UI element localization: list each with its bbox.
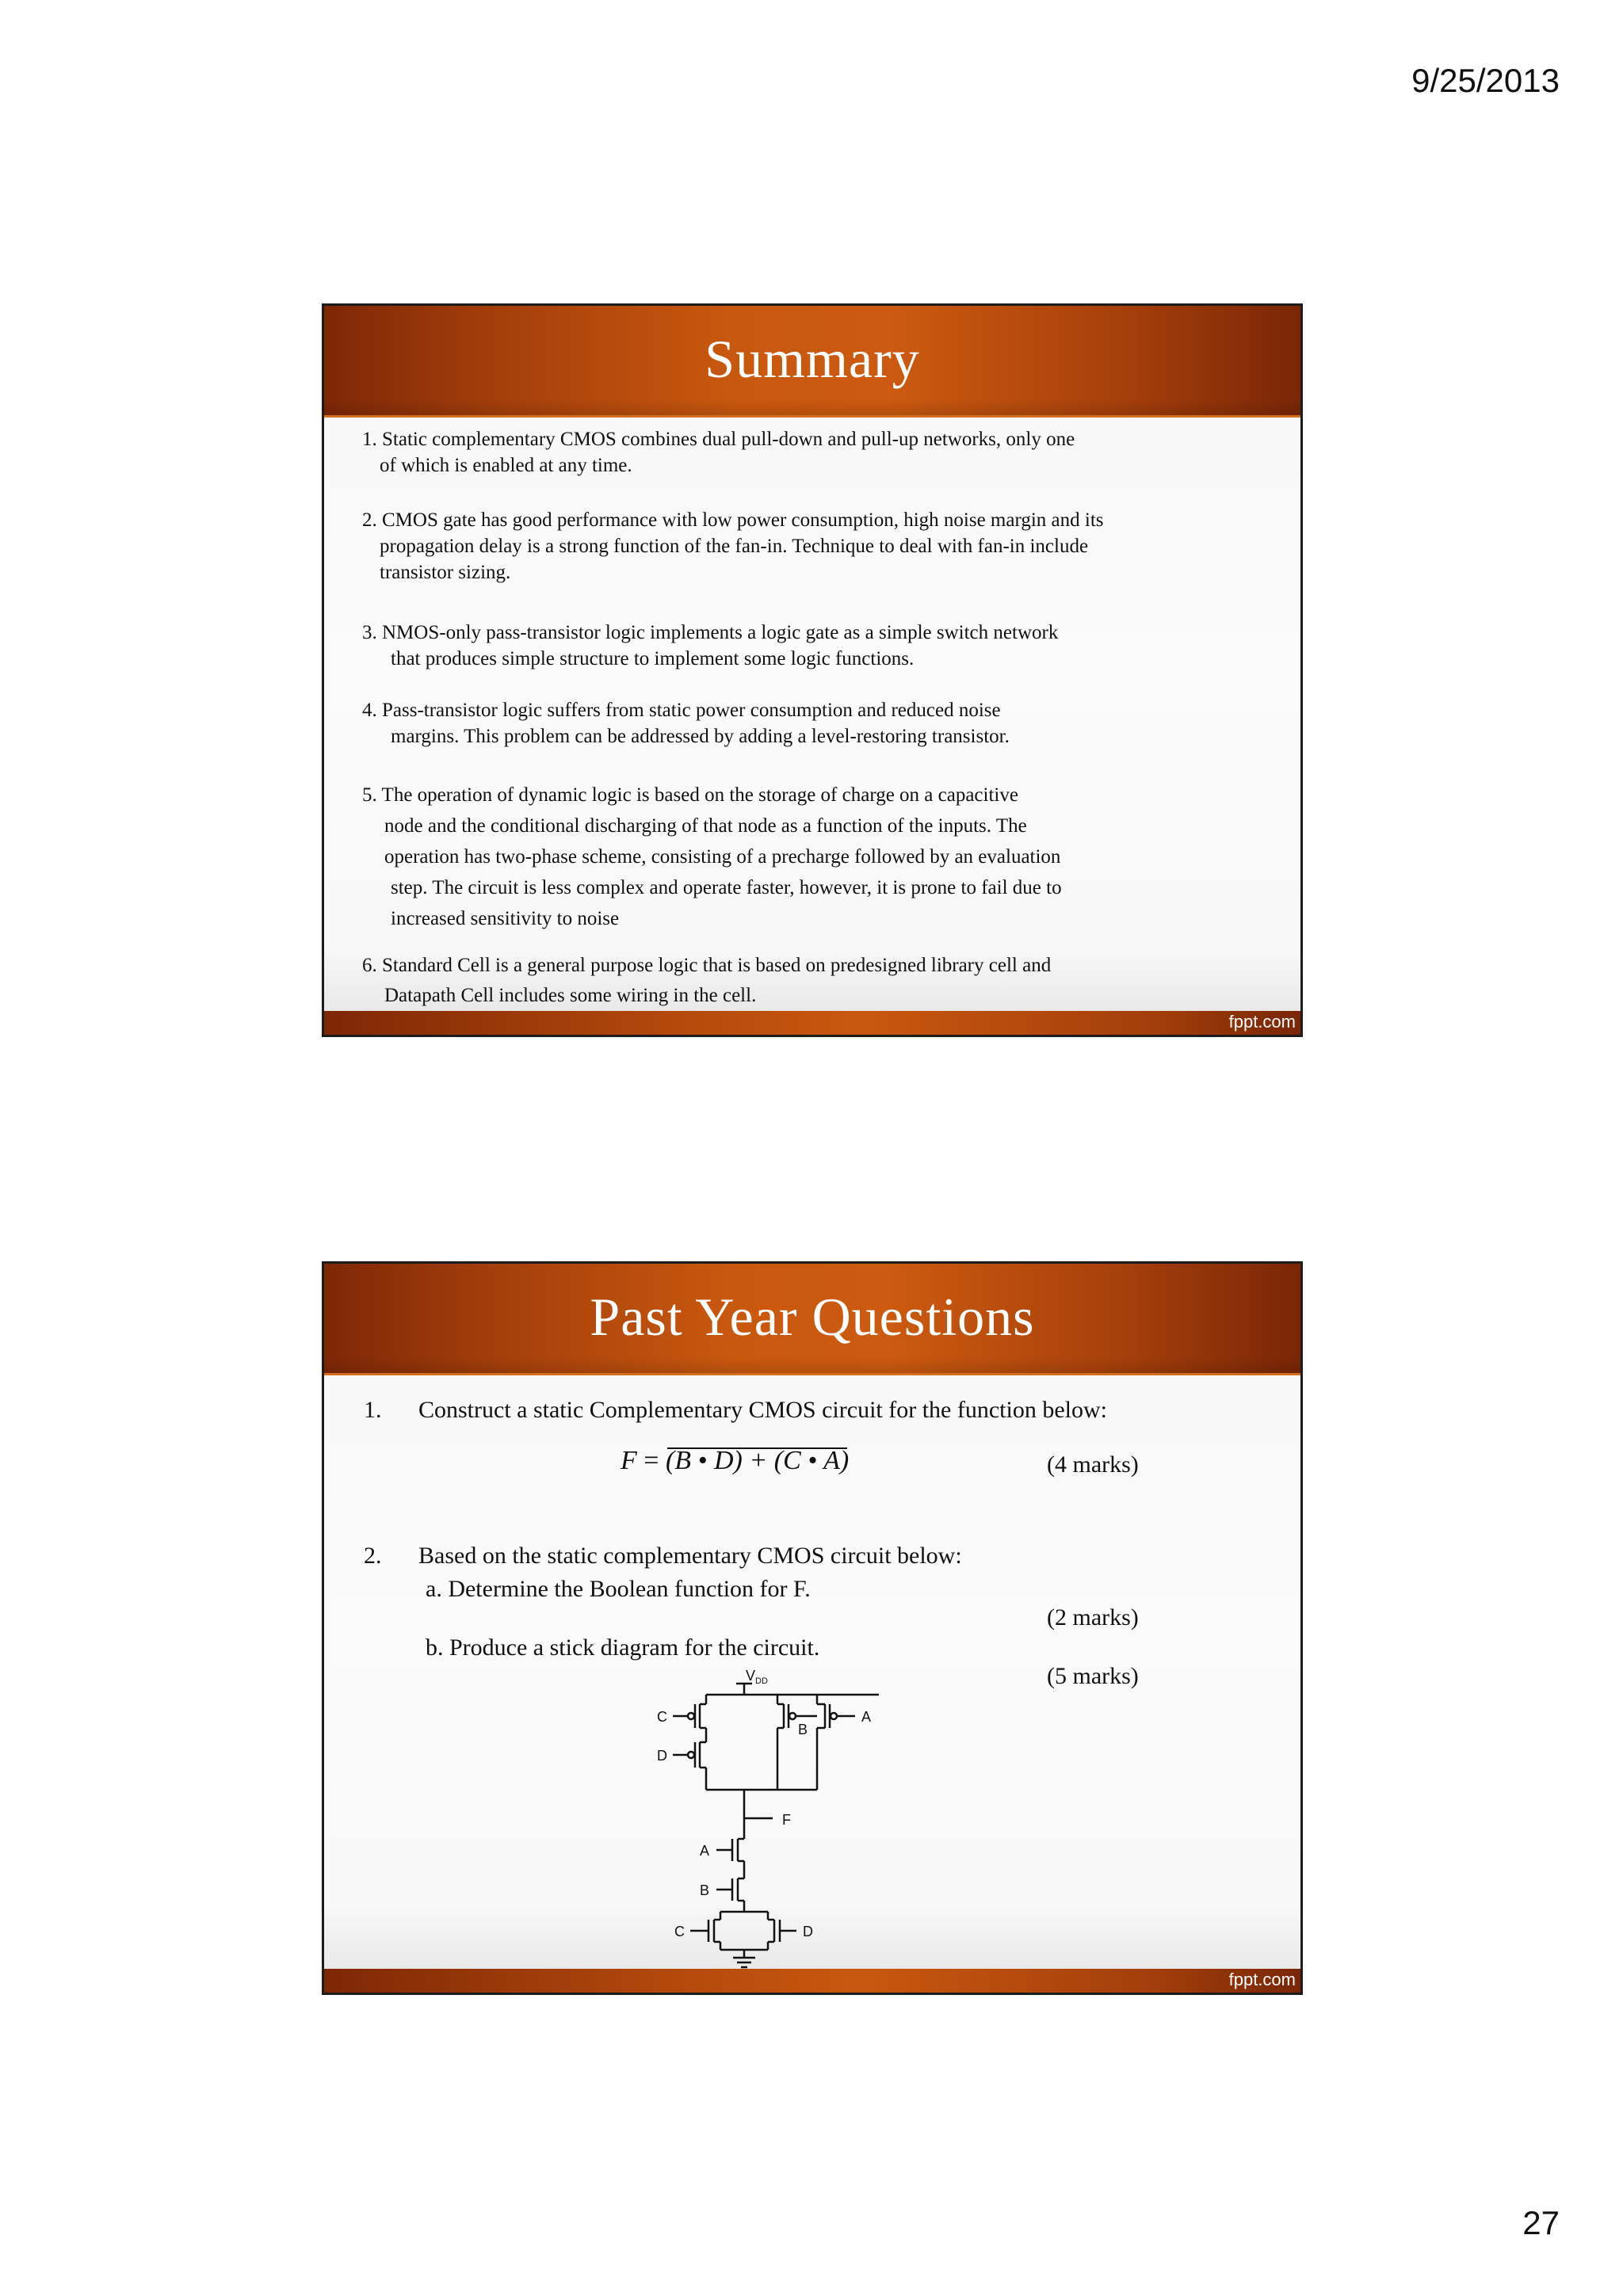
slide-title: Summary bbox=[705, 329, 920, 389]
question-2b-marks: (5 marks) bbox=[1047, 1663, 1139, 1689]
page-date: 9/25/2013 bbox=[1411, 62, 1560, 99]
summary-item-6-line-2: Datapath Cell includes some wiring in the cell. bbox=[384, 985, 757, 1006]
ground-symbol bbox=[733, 1958, 755, 1967]
question-1-formula bbox=[621, 1446, 849, 1476]
slide-title: Past Year Questions bbox=[590, 1287, 1035, 1347]
formula-equals: = bbox=[636, 1446, 666, 1475]
pmos-d-transistor bbox=[673, 1742, 706, 1790]
slide-past-year-questions bbox=[322, 1261, 1303, 1995]
pmos-b-transistor bbox=[777, 1695, 817, 1790]
summary-item-4-line-1: 4. Pass-transistor logic suffers from static power consumption and reduced noise bbox=[362, 700, 1001, 721]
summary-item-2-line-1: 2. CMOS gate has good performance with low power consumption, high noise margin and its bbox=[362, 509, 1104, 531]
nmos-a-transistor bbox=[716, 1839, 744, 1878]
vdd-label: $V_{DD}$ bbox=[746, 1668, 768, 1686]
question-2a-text: a. Determine the Boolean function for F. bbox=[426, 1576, 811, 1602]
summary-item-1 bbox=[362, 426, 1075, 479]
label-b-top: B bbox=[798, 1722, 808, 1737]
summary-item-1-line-1: 1. Static complementary CMOS combines dual pull-down and pull-up networks, only one bbox=[362, 429, 1075, 450]
summary-item-3-line-2: that produces simple structure to implement some logic functions. bbox=[391, 648, 915, 669]
label-c-bottom: C bbox=[674, 1924, 685, 1939]
pmos-c-transistor bbox=[673, 1695, 706, 1742]
question-1-number: 1. bbox=[364, 1397, 382, 1423]
slide-header bbox=[324, 1264, 1300, 1375]
question-2-text: Based on the static complementary CMOS circuit below: bbox=[418, 1543, 962, 1569]
label-a-bottom: A bbox=[700, 1843, 710, 1859]
formula-rhs: (B • D) + (C • A) bbox=[665, 1446, 850, 1475]
summary-item-3-line-1: 3. NMOS-only pass-transistor logic implements a logic gate as a simple switch network bbox=[362, 622, 1059, 643]
summary-item-3 bbox=[362, 620, 1058, 672]
label-d-bottom: D bbox=[803, 1924, 813, 1939]
label-c-top: C bbox=[657, 1709, 667, 1725]
summary-item-5 bbox=[362, 780, 1062, 934]
cmos-circuit-diagram bbox=[641, 1660, 895, 1970]
summary-item-5-line-3: operation has two-phase scheme, consisting of a precharge followed by an evaluation bbox=[384, 846, 1061, 868]
footer-credit: fppt.com bbox=[1228, 1970, 1296, 1989]
summary-item-5-line-1: 5. The operation of dynamic logic is based on the storage of charge on a capacitive bbox=[362, 784, 1018, 806]
summary-item-5-line-5: increased sensitivity to noise bbox=[391, 908, 620, 929]
summary-item-2-line-2: propagation delay is a strong function of the fan-in. Technique to deal with fan-in include bbox=[380, 536, 1089, 557]
nmos-c-transistor bbox=[690, 1912, 720, 1950]
slide-summary bbox=[322, 303, 1303, 1037]
question-1-marks: (4 marks) bbox=[1047, 1451, 1139, 1478]
question-1-text: Construct a static Complementary CMOS circuit for the function below: bbox=[418, 1397, 1107, 1423]
summary-item-5-line-4: step. The circuit is less complex and operate faster, however, it is prone to fail due to bbox=[391, 877, 1062, 898]
summary-item-6-line-1: 6. Standard Cell is a general purpose logic that is based on predesigned library cell and bbox=[362, 955, 1052, 976]
summary-item-2-line-3: transistor sizing. bbox=[380, 562, 511, 583]
label-a-top: A bbox=[861, 1709, 872, 1725]
summary-item-1-line-2: of which is enabled at any time. bbox=[380, 455, 632, 476]
summary-item-6 bbox=[362, 951, 1051, 1011]
footer-credit: fppt.com bbox=[1228, 1012, 1296, 1032]
summary-item-4-line-2: margins. This problem can be addressed by adding a level-restoring transistor. bbox=[391, 726, 1010, 747]
label-b-bottom: B bbox=[700, 1882, 710, 1898]
summary-item-4 bbox=[362, 697, 1010, 749]
label-d-top: D bbox=[657, 1748, 667, 1764]
formula-lhs: F bbox=[621, 1446, 637, 1475]
question-2-number: 2. bbox=[364, 1543, 382, 1569]
page-number: 27 bbox=[1522, 2204, 1560, 2241]
slide-footer bbox=[324, 1011, 1300, 1035]
slide-header bbox=[324, 306, 1300, 418]
summary-item-5-line-2: node and the conditional discharging of that node as a function of the inputs. The bbox=[384, 815, 1027, 837]
question-2b-text: b. Produce a stick diagram for the circuit. bbox=[426, 1634, 820, 1661]
pmos-a-transistor bbox=[817, 1695, 855, 1790]
label-f-output: F bbox=[782, 1812, 791, 1828]
question-2a-marks: (2 marks) bbox=[1047, 1604, 1139, 1630]
slide-footer bbox=[324, 1969, 1300, 1993]
nmos-b-transistor bbox=[716, 1878, 744, 1912]
summary-item-2 bbox=[362, 507, 1104, 585]
nmos-d-transistor bbox=[768, 1912, 796, 1950]
